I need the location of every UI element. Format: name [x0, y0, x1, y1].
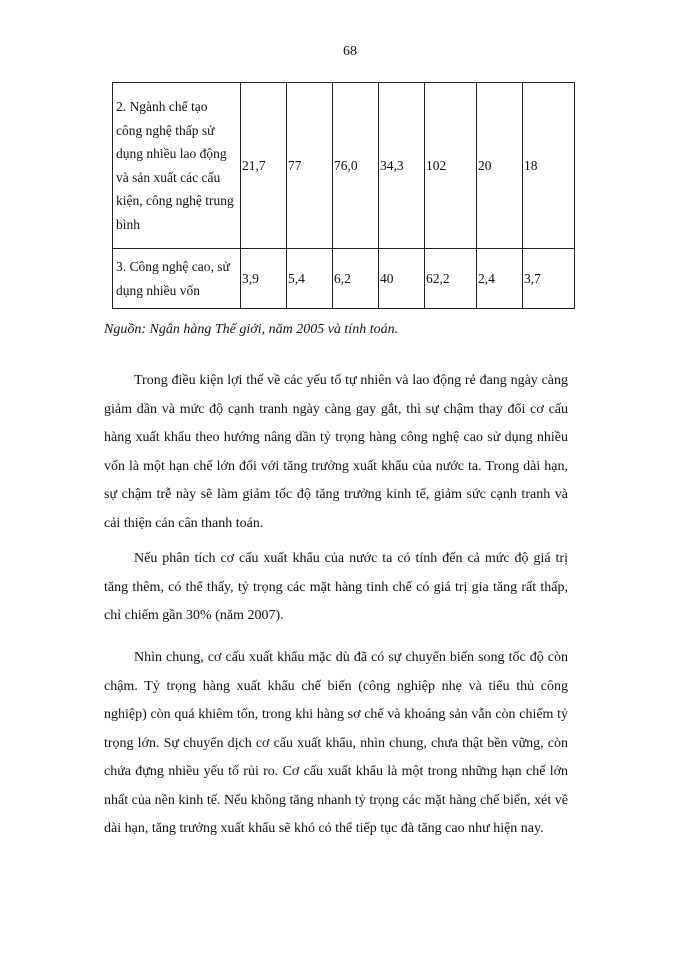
table-cell: 5,4 [287, 249, 333, 309]
table-cell: 20 [477, 83, 523, 249]
body-paragraph: Nhìn chung, cơ cấu xuất khẩu mặc dù đã có sự chuyển biến song tốc độ còn chậm. Tỷ trọng hàng xuất khẩu chế biến (công nghiệp nhẹ và tiểu thủ công nghiệp) còn quá khiêm tốn, trong khi hàng sơ chế và khoáng sản vẫn còn chiếm tỷ trọng lớn. Sự chuyển dịch cơ cấu xuất khẩu, nhìn chung, chưa thật bền vững, còn chứa đựng nhiều yếu tố rủi ro. Cơ cấu xuất khẩu là một trong những hạn chế lớn nhất của nền kinh tế. Nếu không tăng nhanh tỷ trọng các mặt hàng chế biến, xét về dài hạn, tăng trưởng xuất khẩu sẽ khó có thể tiếp tục đà tăng cao như hiện nay. [104, 650, 568, 836]
table-cell: 77 [287, 83, 333, 249]
table-cell: 2,4 [477, 249, 523, 309]
table-row [113, 249, 575, 309]
table-cell: 3,9 [241, 249, 287, 309]
export-structure-table [112, 82, 575, 309]
table-row [113, 83, 575, 249]
table-cell: 34,3 [379, 83, 425, 249]
table-cell: 62,2 [425, 249, 477, 309]
page-number: 68 [343, 44, 357, 59]
table-cell: 40 [379, 249, 425, 309]
body-paragraph: Trong điều kiện lợi thế về các yếu tố tự nhiên và lao động rẻ đang ngày càng giảm dần và mức độ cạnh tranh ngày càng gay gắt, thì sự chậm thay đổi cơ cấu hàng xuất khẩu theo hướng nâng dần tỷ trọng hàng công nghệ cao sử dụng nhiều vốn là một hạn chế lớn đối với tăng trưởng xuất khẩu của nước ta. Trong dài hạn, sự chậm trễ này sẽ làm giảm tốc độ tăng trưởng kinh tế, giảm sức cạnh tranh và cải thiện cán cân thanh toán. [104, 373, 568, 531]
table-source-note: Nguồn: Ngân hàng Thế giới, năm 2005 và tính toán. [104, 322, 399, 337]
table-cell: 102 [425, 83, 477, 249]
table-row-label: 3. Công nghệ cao, sử dụng nhiều vốn [113, 249, 241, 309]
table-cell: 6,2 [333, 249, 379, 309]
table-cell: 21,7 [241, 83, 287, 249]
table-row-label: 2. Ngành chế tạo công nghệ thấp sử dụng nhiều lao động và sản xuất các cấu kiện, công nghệ trung bình [113, 83, 241, 249]
body-paragraph: Nếu phân tích cơ cấu xuất khẩu của nước ta có tính đến cả mức độ giá trị tăng thêm, có thể thấy, tỷ trọng các mặt hàng tinh chế có giá trị gia tăng rất thấp, chỉ chiếm gần 30% (năm 2007). [104, 551, 568, 623]
table-cell: 76,0 [333, 83, 379, 249]
table-cell: 3,7 [523, 249, 575, 309]
table-cell: 18 [523, 83, 575, 249]
